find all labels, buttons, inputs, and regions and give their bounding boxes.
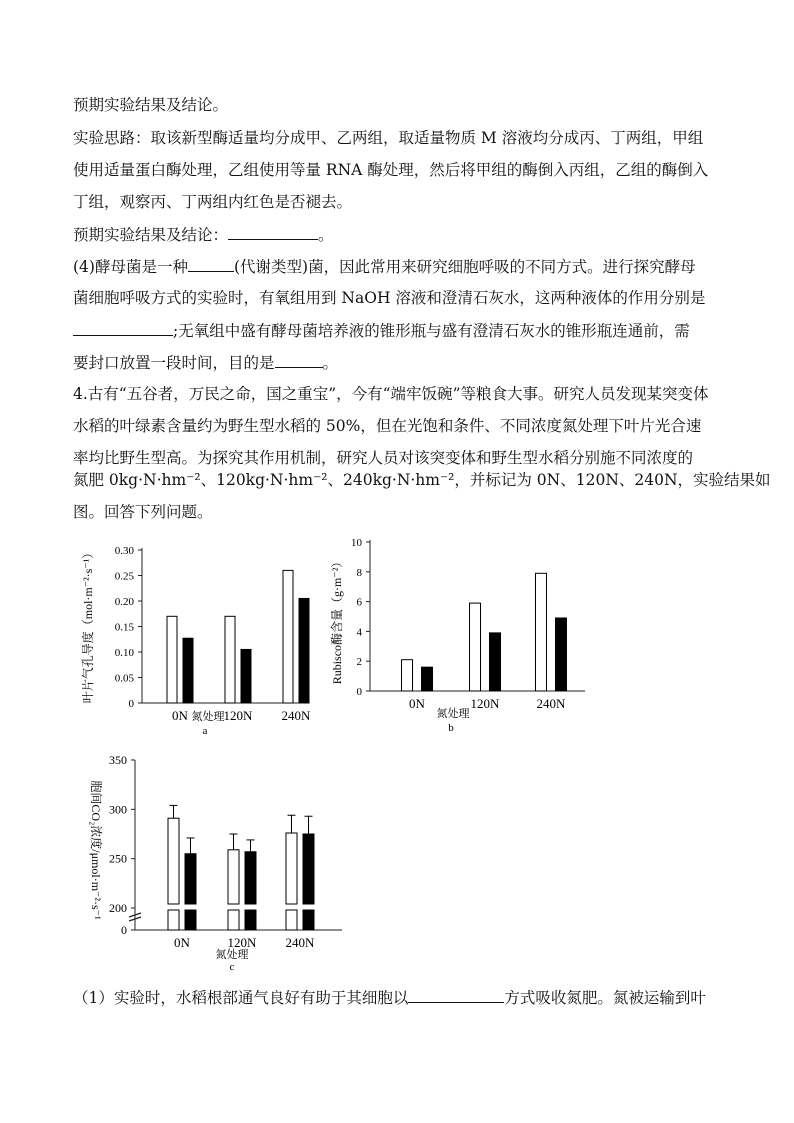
q4-prefix: (4)酵母菌是一种 [73, 258, 188, 276]
text-line-3: 使用适量蛋白酶处理，乙组使用等量 RNA 酶处理，然后将甲组的酶倒入丙组，乙组的酶倒入 [73, 161, 709, 179]
y-tick-label: 200 [109, 901, 127, 915]
bar-stub [303, 910, 314, 930]
y-tick-label: 300 [109, 802, 127, 817]
bar [185, 854, 196, 904]
bar [245, 852, 256, 904]
q4-text-2: ;无氧组中盛有酵母菌培养液的锥形瓶与盛有澄清石灰水的锥形瓶连通前，需 [173, 322, 690, 340]
bar [225, 616, 235, 703]
x-tick-label: 240N [281, 708, 311, 723]
q4-text-3: 要封口放置一段时间，目的是 [73, 354, 275, 372]
y-tick-label: 0.05 [114, 672, 134, 685]
q1-text: 方式吸收氮肥。氮被运输到叶 [504, 989, 706, 1007]
text-line-10: 4.古有“五谷者，万民之命，国之重宝”，今有“端牢饭碗”等粮食大事。研究人员发现某突变体 [73, 385, 709, 403]
bar [402, 660, 413, 691]
conclusion-prompt: 预期实验结果及结论： [73, 226, 229, 244]
y-tick-label: 0 [121, 923, 127, 937]
x-axis-label: 氮处理 [436, 708, 470, 720]
q1-prefix: （1）实验时，水稻根部通气良好有助于其细胞以 [73, 989, 409, 1007]
y-tick-label: 0.20 [114, 596, 134, 608]
chart-c [72, 750, 372, 975]
y-tick-label: 0.25 [114, 570, 134, 583]
x-tick-label: 0N [409, 696, 425, 711]
text-line-14: 图。回答下列问题。 [73, 503, 213, 521]
y-axis-label: 胞间CO₂浓度/μmol·m⁻²·s⁻¹ [89, 780, 103, 920]
bar [168, 818, 179, 904]
x-tick-label: 120N [223, 708, 253, 723]
text-line-8 [73, 320, 690, 341]
bar-stub [185, 910, 196, 930]
text-line-6 [73, 256, 696, 277]
period: 。 [318, 226, 334, 244]
bar [299, 598, 309, 703]
answer-blank[interactable] [188, 256, 234, 272]
bar-stub [168, 910, 179, 930]
bar [241, 649, 251, 703]
y-tick-label: 0.10 [114, 647, 134, 659]
y-tick-label: 350 [109, 753, 127, 767]
text-line-4: 丁组，观察丙、丁两组内红色是否褪去。 [73, 193, 353, 211]
bar [490, 633, 501, 691]
bar [470, 603, 481, 691]
text-line-5 [73, 224, 334, 245]
bar [556, 618, 567, 691]
chart-b [325, 530, 605, 740]
bar [422, 667, 433, 691]
x-axis-label: 氮处理 [215, 949, 249, 961]
text-line-9 [73, 352, 338, 373]
text-line-12: 率均比野生型高。为探究其作用机制，研究人员对该突变体和野生型水稻分别施不同浓度的 [73, 449, 694, 467]
panel-label: b [448, 722, 454, 734]
y-tick-label: 0.15 [114, 621, 134, 634]
y-tick-label: 250 [109, 851, 127, 866]
y-tick-label: 0 [128, 698, 134, 710]
answer-blank[interactable] [228, 224, 318, 240]
y-tick-label: 10 [351, 537, 362, 549]
y-tick-label: 0 [356, 686, 362, 698]
answer-blank[interactable] [408, 987, 504, 1003]
panel-label: c [229, 961, 235, 973]
answer-blank[interactable] [73, 320, 173, 336]
text-line-11: 水稻的叶绿素含量约为野生型水稻的 50%，但在光饱和条件、不同浓度氮处理下叶片光合速 [73, 417, 702, 435]
panel-label: a [202, 725, 208, 737]
bar-stub [286, 910, 297, 930]
period: 。 [322, 354, 339, 372]
x-tick-label: 0N [174, 935, 190, 950]
x-tick-label: 120N [470, 696, 500, 711]
text-line-1: 预期实验结果及结论。 [73, 96, 229, 114]
x-tick-label: 0N [172, 708, 188, 723]
y-tick-label: 6 [356, 596, 362, 609]
text-line-2: 实验思路：取该新型酶适量均分成甲、乙两组，取适量物质 M 溶液均分成丙、丁两组，甲组 [73, 129, 704, 147]
y-axis-label: 叶片气孔导度（mol·m⁻²·s⁻¹） [81, 546, 95, 704]
y-tick-label: 2 [356, 656, 362, 669]
bar [536, 573, 547, 691]
chart-a [70, 535, 340, 745]
text-line-7: 菌细胞呼吸方式的实验时，有氧组用到 NaOH 溶液和澄清石灰水，这两种液体的作用分别是 [73, 289, 706, 307]
y-axis-label: Rubisco酶含量（g·m⁻²） [330, 555, 344, 685]
bar [283, 570, 293, 703]
bar-stub [245, 910, 256, 930]
x-tick-label: 120N [227, 935, 257, 950]
x-axis-label: 氮处理 [191, 711, 225, 723]
x-tick-label: 240N [285, 935, 315, 950]
text-line-13: 氮肥 0kg·N·hm⁻²、120kg·N·hm⁻²、240kg·N·hm⁻²，并标记为 0N、120N、240N，实验结果如 [73, 471, 771, 489]
answer-blank[interactable] [275, 352, 323, 368]
y-tick-label: 8 [356, 566, 362, 579]
bar [303, 834, 314, 904]
y-tick-label: 0.30 [114, 545, 134, 557]
y-tick-label: 4 [356, 626, 362, 639]
x-tick-label: 240N [536, 696, 566, 711]
bar [167, 616, 177, 703]
bar [183, 638, 193, 703]
text-line-15 [73, 987, 706, 1008]
q4-text: (代谢类型)菌，因此常用来研究细胞呼吸的不同方式。进行探究酵母 [233, 258, 696, 276]
bar-stub [228, 910, 239, 930]
bar [286, 833, 297, 904]
bar [228, 850, 239, 904]
